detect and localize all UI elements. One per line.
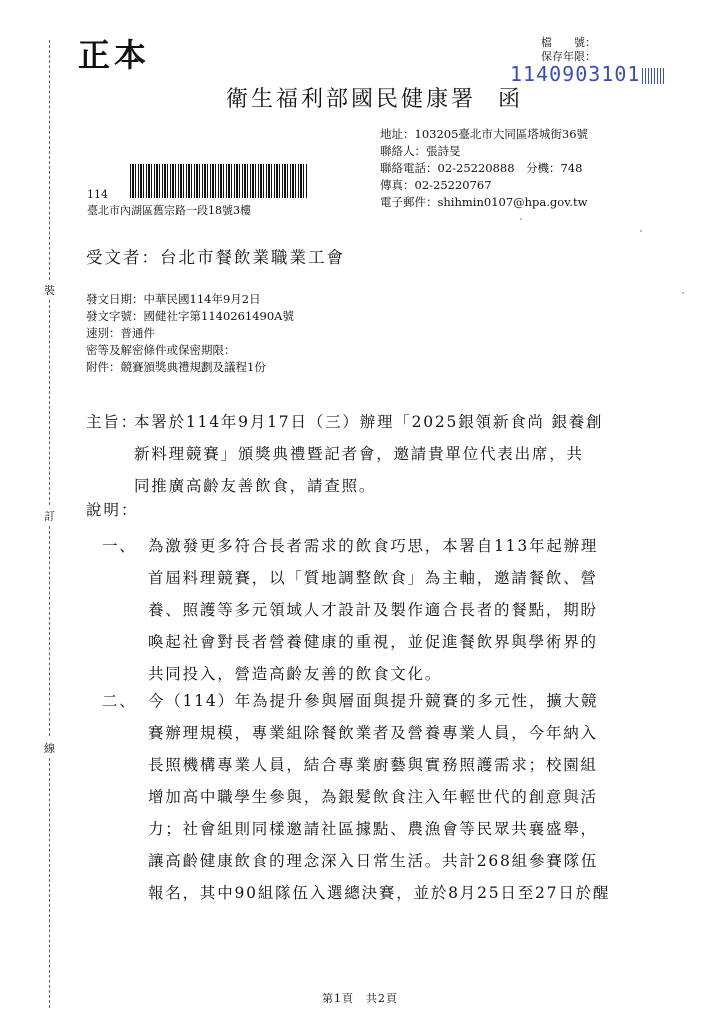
contact-fax: 傳真：02-25220767 <box>380 178 492 192</box>
binding-line <box>49 300 50 505</box>
item-line: 今（114）年為提升參與層面與提升競賽的多元性，擴大競 <box>148 692 599 710</box>
binding-line <box>49 526 50 736</box>
archive-fields <box>541 36 596 64</box>
mail-barcode <box>130 164 308 198</box>
original-copy-marker: 正本 <box>78 36 151 74</box>
document-type: 函 <box>498 87 524 112</box>
recipient: 受文者：台北市餐飲業職業工會 <box>86 248 345 267</box>
subject-line: 同推廣高齡友善飲食，請查照。 <box>134 477 377 495</box>
file-number-label: 檔 號： <box>541 36 596 49</box>
subject-line: 新料理競賽」頒獎典禮暨記者會，邀請貴單位代表出席，共 <box>134 445 584 463</box>
explanation-label: 說明： <box>86 501 139 519</box>
subject <box>86 406 646 502</box>
binding-mark-zhuang: 裝 <box>44 284 55 297</box>
contact-address: 地址：103205臺北市大同區塔城街36號 <box>380 127 589 141</box>
confidentiality: 密等及解密條件或保密期限： <box>86 343 236 357</box>
scan-speck <box>682 292 684 294</box>
item-number: 二、 <box>102 692 137 710</box>
binding-mark-ding: 訂 <box>44 510 55 523</box>
document-header <box>226 82 523 113</box>
binding-line <box>49 758 50 1008</box>
item-line: 增加高中職學生參與，為銀髮飲食注入年輕世代的創意與活 <box>148 788 598 806</box>
contact-person: 聯絡人：張詩旻 <box>380 144 461 158</box>
receipt-stamp-code: 1140903101 <box>510 62 641 86</box>
page-footer: 第1頁 共2頁 <box>322 992 398 1005</box>
explanation-item <box>102 685 650 909</box>
contact-email: 電子郵件：shihmin0107@hpa.gov.tw <box>380 195 588 209</box>
item-line: 喚起社會對長者營養健康的重視，並促進餐飲界與學術界的 <box>148 633 598 651</box>
delivery-speed: 速別：普通件 <box>86 326 155 340</box>
item-line: 報名，其中90組隊伍入選總決賽，並於8月25日至27日於醒 <box>148 884 611 902</box>
receipt-stamp <box>510 62 664 86</box>
binding-line <box>49 40 50 280</box>
item-line: 為激發更多符合長者需求的飲食巧思，本署自113年起辦理 <box>148 537 599 555</box>
retention-label: 保存年限： <box>541 50 596 63</box>
mailing-address: 臺北市內湖區舊宗路一段18號3樓 <box>87 204 251 217</box>
contact-block <box>380 126 588 211</box>
stamp-barcode-icon <box>642 68 664 84</box>
item-line: 長照機構專業人員，結合專業廚藝與實務照護需求；校園組 <box>148 756 598 774</box>
item-line: 力；社會組則同樣邀請社區據點、農漁會等民眾共襄盛舉， <box>148 820 598 838</box>
mailing-zip: 114 <box>87 188 108 201</box>
issue-date: 發文日期：中華民國114年9月2日 <box>86 292 261 306</box>
document-number: 發文字號：國健社字第1140261490A號 <box>86 309 294 323</box>
issuing-agency: 衛生福利部國民健康署 <box>226 87 477 112</box>
subject-line: 本署於114年9月17日（三）辦理「2025銀領新食尚 銀養創 <box>134 413 604 431</box>
item-number: 一、 <box>102 537 137 555</box>
scan-speck <box>520 218 522 220</box>
explanation-item <box>102 530 650 690</box>
item-line: 賽辦理規模，專業組除餐飲業者及營養專業人員，今年納入 <box>148 724 598 742</box>
item-line: 首屆料理競賽，以「質地調整飲食」為主軸，邀請餐飲、營 <box>148 569 598 587</box>
item-line: 讓高齡健康飲食的理念深入日常生活。共計268組參賽隊伍 <box>148 852 599 870</box>
contact-phone: 聯絡電話：02-25220888 分機：748 <box>380 161 583 175</box>
binding-mark-xian: 線 <box>44 742 55 755</box>
subject-label: 主旨： <box>86 413 138 431</box>
item-line: 養、照護等多元領域人才設計及製作適合長者的餐點，期盼 <box>148 601 598 619</box>
document-meta <box>86 291 294 376</box>
item-line: 共同投入，營造高齡友善的飲食文化。 <box>148 665 443 683</box>
scan-speck <box>640 230 642 232</box>
attachment: 附件：競賽頒獎典禮規劃及議程1份 <box>86 360 266 374</box>
